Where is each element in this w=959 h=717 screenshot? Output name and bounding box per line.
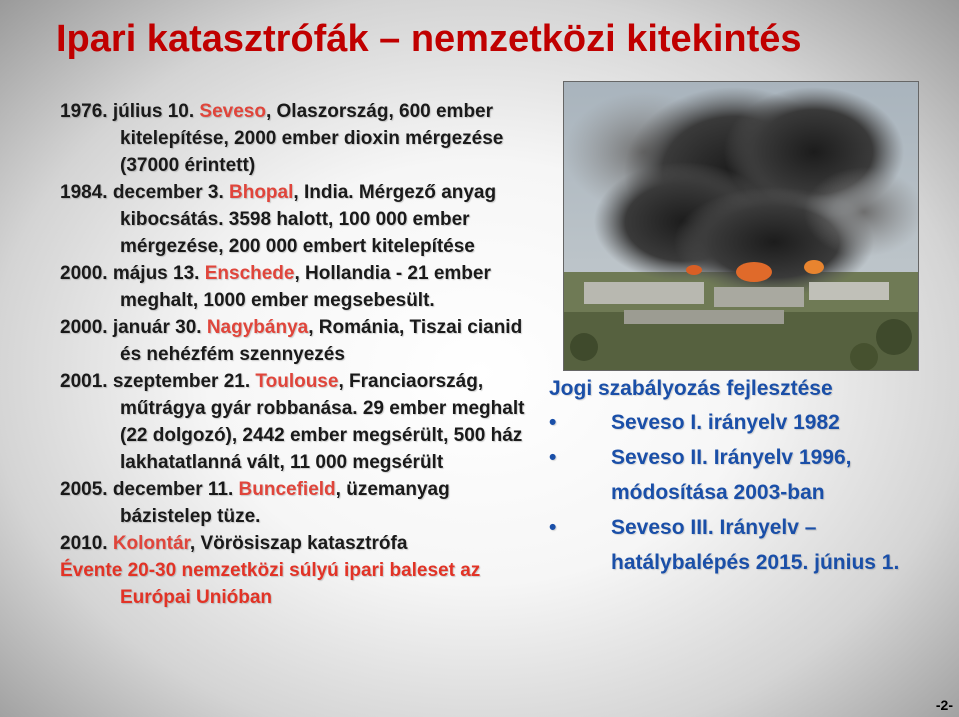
legal-item — [549, 405, 949, 440]
event-text: , India. Mérgező anyag kibocsátás. 3598 halott, 100 000 ember mérgezése, 200 000 embert kitelepítése — [120, 182, 497, 257]
event-place: Bhopal — [229, 182, 294, 203]
bullet-icon: • — [549, 516, 557, 539]
disaster-photo — [563, 81, 919, 371]
event-date: 2000. január 30. — [60, 317, 202, 338]
event-date: 2000. május 13. — [60, 263, 200, 284]
event-place: Toulouse — [255, 371, 339, 392]
legal-item-text: Seveso I. irányelv 1982 — [611, 411, 840, 434]
legal-heading: Jogi szabályozás fejlesztése — [549, 377, 833, 400]
legal-item — [549, 440, 949, 510]
bullet-icon: • — [549, 411, 557, 434]
event-text: , Vörösiszap katasztrófa — [189, 533, 408, 554]
event-text: , Románia, Tiszai cianid és nehézfém szennyezés — [120, 317, 523, 365]
event-place: Seveso — [199, 101, 266, 122]
event-text: , üzemanyag bázistelep tüze. — [120, 479, 450, 527]
event-item — [60, 179, 545, 260]
slide-title: Ipari katasztrófák – nemzetközi kitekintés — [56, 18, 802, 60]
page-number: -2- — [935, 697, 953, 713]
event-item — [60, 260, 545, 314]
event-item — [60, 530, 545, 557]
legal-item — [549, 510, 949, 580]
event-item — [60, 368, 545, 476]
legal-item-text: Seveso II. Irányelv 1996, módosítása 2003-ban — [611, 446, 852, 504]
event-date: 1976. július 10. — [60, 101, 195, 122]
event-text: , Olaszország, 600 ember kitelepítése, 2000 ember dioxin mérgezése (37000 érintett) — [120, 101, 504, 176]
event-place: Nagybánya — [206, 317, 309, 338]
event-date: 2001. szeptember 21. — [60, 371, 251, 392]
event-date: 2005. december 11. — [60, 479, 234, 500]
event-text: , Hollandia - 21 ember meghalt, 1000 ember megsebesült. — [120, 263, 491, 311]
event-item — [60, 476, 545, 530]
event-item — [60, 314, 545, 368]
legal-item-text: Seveso III. Irányelv – hatálybalépés 2015. június 1. — [611, 516, 900, 574]
event-place: Kolontár — [112, 533, 190, 554]
event-date: 1984. december 3. — [60, 182, 224, 203]
event-text: , Franciaország, műtrágya gyár robbanása. 29 ember meghalt (22 dolgozó), 2442 ember megsérült, 500 ház lakhatatlanná vált, 11 000 megsérült — [120, 371, 525, 473]
event-place: Enschede — [204, 263, 295, 284]
event-date: 2010. — [60, 533, 108, 554]
legal-section — [549, 373, 949, 580]
event-place: Buncefield — [238, 479, 336, 500]
bullet-icon: • — [549, 446, 557, 469]
event-item — [60, 98, 545, 179]
events-list — [60, 98, 545, 611]
closing-statement: Évente 20-30 nemzetközi súlyú ipari baleset az Európai Unióban — [60, 560, 481, 608]
